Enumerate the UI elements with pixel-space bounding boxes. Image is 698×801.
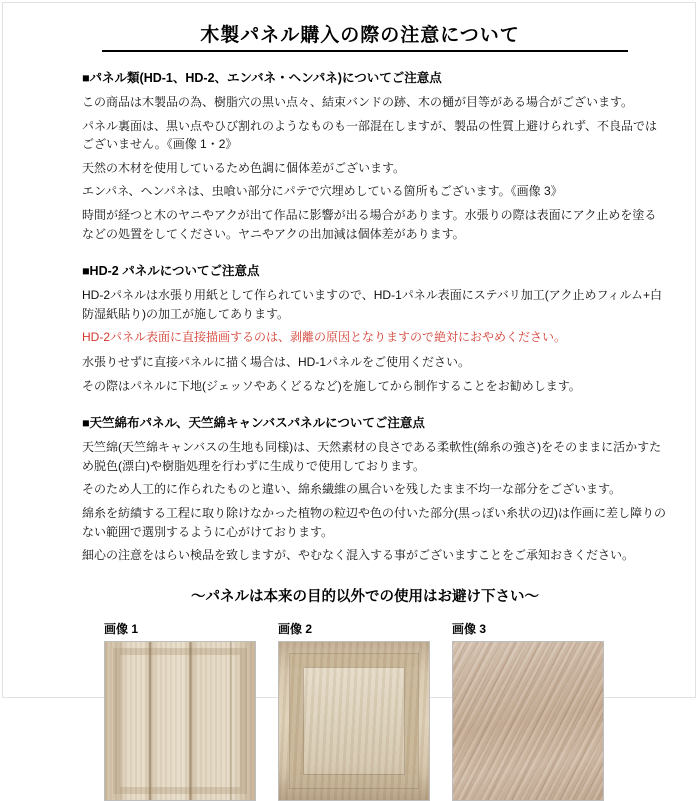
closing-note: ～パネルは本来の目的以外での使用はお避け下さい～	[191, 588, 539, 605]
section-panel-types	[82, 68, 668, 243]
section-paragraph: パネル裏面は、黒い点やひび割れのようなものも一部混在しますが、製品の性質上避けられず、不良品ではございません。《画像 1・2》	[82, 118, 658, 152]
section-cotton-canvas-panel	[82, 413, 668, 565]
figure-gallery	[82, 620, 668, 801]
section-paragraph: 水張りせずに直接パネルに描く場合は、HD-1パネルをご使用ください。	[82, 354, 471, 369]
section-paragraph: その際はパネルに下地(ジェッソやあくどるなど)を施してから制作することをお勧めします。	[82, 378, 581, 393]
title-divider	[102, 50, 628, 52]
section-heading: ■パネル類(HD-1、HD-2、エンバネ・ヘンパネ)についてご注意点	[82, 71, 442, 85]
section-paragraph: この商品は木製品の為、樹脂穴の黒い点々、結束バンドの跡、木の樋が目等がある場合がございます。	[82, 95, 634, 109]
framed-wood-panel-photo	[278, 641, 430, 801]
section-paragraph: エンパネ、ヘンパネは、虫喰い部分にパテで穴埋めしている箇所もございます。《画像 3》	[82, 184, 563, 199]
section-heading: ■天竺綿布パネル、天竺綿キャンバスパネルについてご注意点	[82, 416, 425, 431]
figure-caption: 画像 3	[452, 621, 487, 636]
section-heading: ■HD-2 パネルについてご注意点	[82, 264, 260, 279]
section-hd2-panel	[82, 261, 668, 395]
section-paragraph: 細心の注意をはらい検品を致しますが、やむなく混入する事がございますことをご承知おきください。	[82, 548, 635, 563]
section-paragraph: HD-2パネルは水張り用紙として作られていますので、HD-1パネル表面にステバリ加工(アク止めフィルム+白防湿紙貼り)の加工が施してあります。	[82, 288, 663, 321]
figure-item	[278, 620, 430, 801]
section-paragraph: そのため人工的に作られたものと違い、綿糸繊維の風合いを残したまま不均一な部分をございます。	[82, 482, 622, 497]
page-title: 木製パネル購入の際の注意について	[200, 25, 520, 46]
figure-item	[104, 620, 256, 801]
section-paragraph: 時間が経つと木のヤニやアクが出て作品に影響が出る場合があります。水張りの際は表面にアク止めを塗るなどの処置をしてください。ヤニやアクの出加減は個体差があります。	[82, 207, 657, 241]
section-paragraph: 天竺綿(天竺綿キャンバスの生地も同様)は、天然素材の良さである柔軟性(綿糸の強さ)をそのままに活かすため脱色(漂白)や樹脂処理を行わずに生成りで使用しております。	[82, 440, 662, 473]
wood-panel-back-photo	[104, 641, 256, 801]
wood-grain-closeup-photo	[452, 641, 604, 801]
section-paragraph: 綿糸を紡績する工程に取り除けなかった植物の粒辺や色の付いた部分(黒っぽい糸状の辺)は作画に差し障りのない範囲で選別するように心がけております。	[82, 505, 666, 539]
figure-caption: 画像 1	[104, 621, 139, 636]
figure-caption: 画像 2	[278, 621, 313, 636]
warning-text: HD-2パネル表面に直接描画するのは、剥離の原因となりますので絶対におやめください。	[82, 330, 567, 345]
figure-item	[452, 620, 604, 801]
section-paragraph: 天然の木材を使用しているため色調に個体差がございます。	[82, 160, 406, 175]
